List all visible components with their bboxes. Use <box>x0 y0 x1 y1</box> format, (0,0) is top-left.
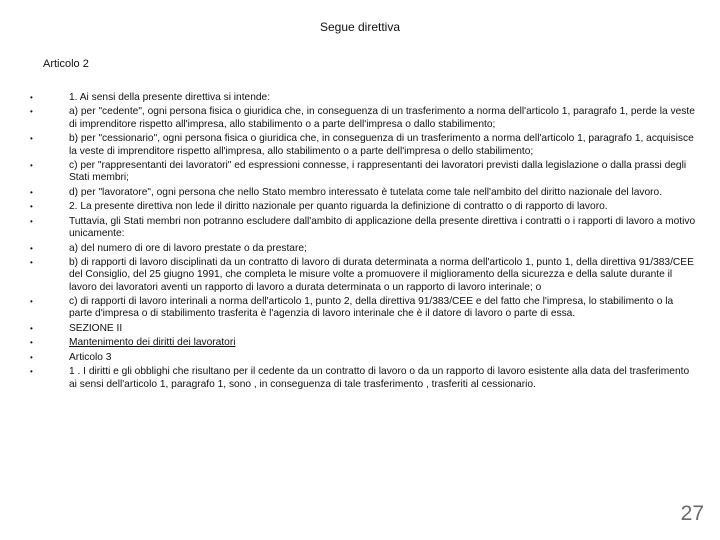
bullet-icon: • <box>30 258 33 268</box>
bullet-icon: • <box>30 297 33 307</box>
list-item-text: a) per "cedente", ogni persona fisica o giuridica che, in conseguenza di un trasferimento a norma dell'articolo 1, paragrafo 1, perde la veste di imprenditore rispetto all'impresa, allo stabilimento o a parte dell'impresa o dallo stabilimento; <box>69 106 695 130</box>
list-item <box>30 323 698 335</box>
page-number: 27 <box>680 502 704 525</box>
list-item-text: 1. Ai sensi della presente direttiva si intende: <box>69 92 271 103</box>
list-item <box>30 216 698 241</box>
list-item-text: Mantenimento dei diritti dei lavoratori <box>69 337 236 349</box>
list-item <box>30 352 698 364</box>
list-item-text: Articolo 3 <box>69 351 112 363</box>
bullet-icon: • <box>30 352 33 362</box>
list-item-text: c) per "rappresentanti dei lavoratori" ed espressioni connesse, i rappresentanti dei lavoratori previsti dalla legislazione o dalla prassi degli Stati membri; <box>69 160 687 184</box>
bullet-list <box>30 92 698 393</box>
list-item <box>30 243 698 255</box>
bullet-icon: • <box>30 216 33 226</box>
bullet-icon: • <box>30 134 33 144</box>
bullet-icon: • <box>30 187 33 197</box>
list-item <box>30 133 698 158</box>
list-item <box>30 257 698 294</box>
list-item <box>30 296 698 321</box>
list-item-text: 1 . I diritti e gli obblighi che risultano per il cedente da un contratto di lavoro o da un rapporto di lavoro esistente alla data del trasferimento ai sensi dell'articolo 1, paragrafo 1, sono , in conseguenza di tale trasferimento , trasferiti al cessionario. <box>69 366 690 390</box>
slide-subtitle: Articolo 2 <box>43 58 89 70</box>
bullet-icon: • <box>30 243 33 253</box>
list-item-text: b) per "cessionario", ogni persona fisica o giuridica che, in conseguenza di un trasferimento a norma dell'articolo 1, paragrafo 1, acquisisce la veste di imprenditore rispetto all'impresa, allo stabilimento o a parte dell'impresa o dello stabilimento; <box>69 133 694 157</box>
list-item <box>30 366 698 391</box>
bullet-icon: • <box>30 161 33 171</box>
bullet-icon: • <box>30 93 33 102</box>
list-item <box>30 92 698 104</box>
list-item <box>30 106 698 131</box>
slide-title: Segue direttiva <box>319 20 401 34</box>
list-item <box>30 201 698 213</box>
bullet-icon: • <box>30 202 33 212</box>
list-item-text: b) di rapporti di lavoro disciplinati da un contratto di lavoro di durata determinata a norma dell'articolo 1, punto 1, della direttiva 91/383/CEE del Consiglio, del 25 giugno 1991, che completa le misure volte a promuovere il miglioramento della sicurezza e della salute durante il lavoro dei lavoratori aventi un rapporto di lavoro a durata determinata o un rapporto di lavoro interinale; o <box>69 257 694 293</box>
list-item-text: Tuttavia, gli Stati membri non potranno escludere dall'ambito di applicazione della presente direttiva i contratti o i rapporti di lavoro a motivo unicamente: <box>69 215 696 240</box>
list-item-text: d) per "lavoratore", ogni persona che nello Stato membro interessato è tutelata come tale nell'ambito del diritto nazionale del lavoro. <box>69 186 663 198</box>
list-item <box>30 337 698 349</box>
list-item <box>30 187 698 199</box>
bullet-icon: • <box>30 338 33 348</box>
list-item <box>30 160 698 185</box>
bullet-icon: • <box>30 367 33 377</box>
list-item-text: SEZIONE II <box>69 322 123 334</box>
bullet-icon: • <box>30 323 33 333</box>
bullet-icon: • <box>30 107 33 117</box>
list-item-text: c) di rapporti di lavoro interinali a norma dell'articolo 1, punto 2, della direttiva 91/383/CEE e del fatto che l'impresa, lo stabilimento o la parte d'impresa o di stabilimento trasferita è l'agenzia di lavoro interinale che è il datore di lavoro o parte di essa. <box>69 296 674 320</box>
list-item-text: 2. La presente direttiva non lede il diritto nazionale per quanto riguarda la definizione di contratto o di rapporto di lavoro. <box>69 201 608 213</box>
list-item-text: a) del numero di ore di lavoro prestate o da prestare; <box>69 242 307 254</box>
